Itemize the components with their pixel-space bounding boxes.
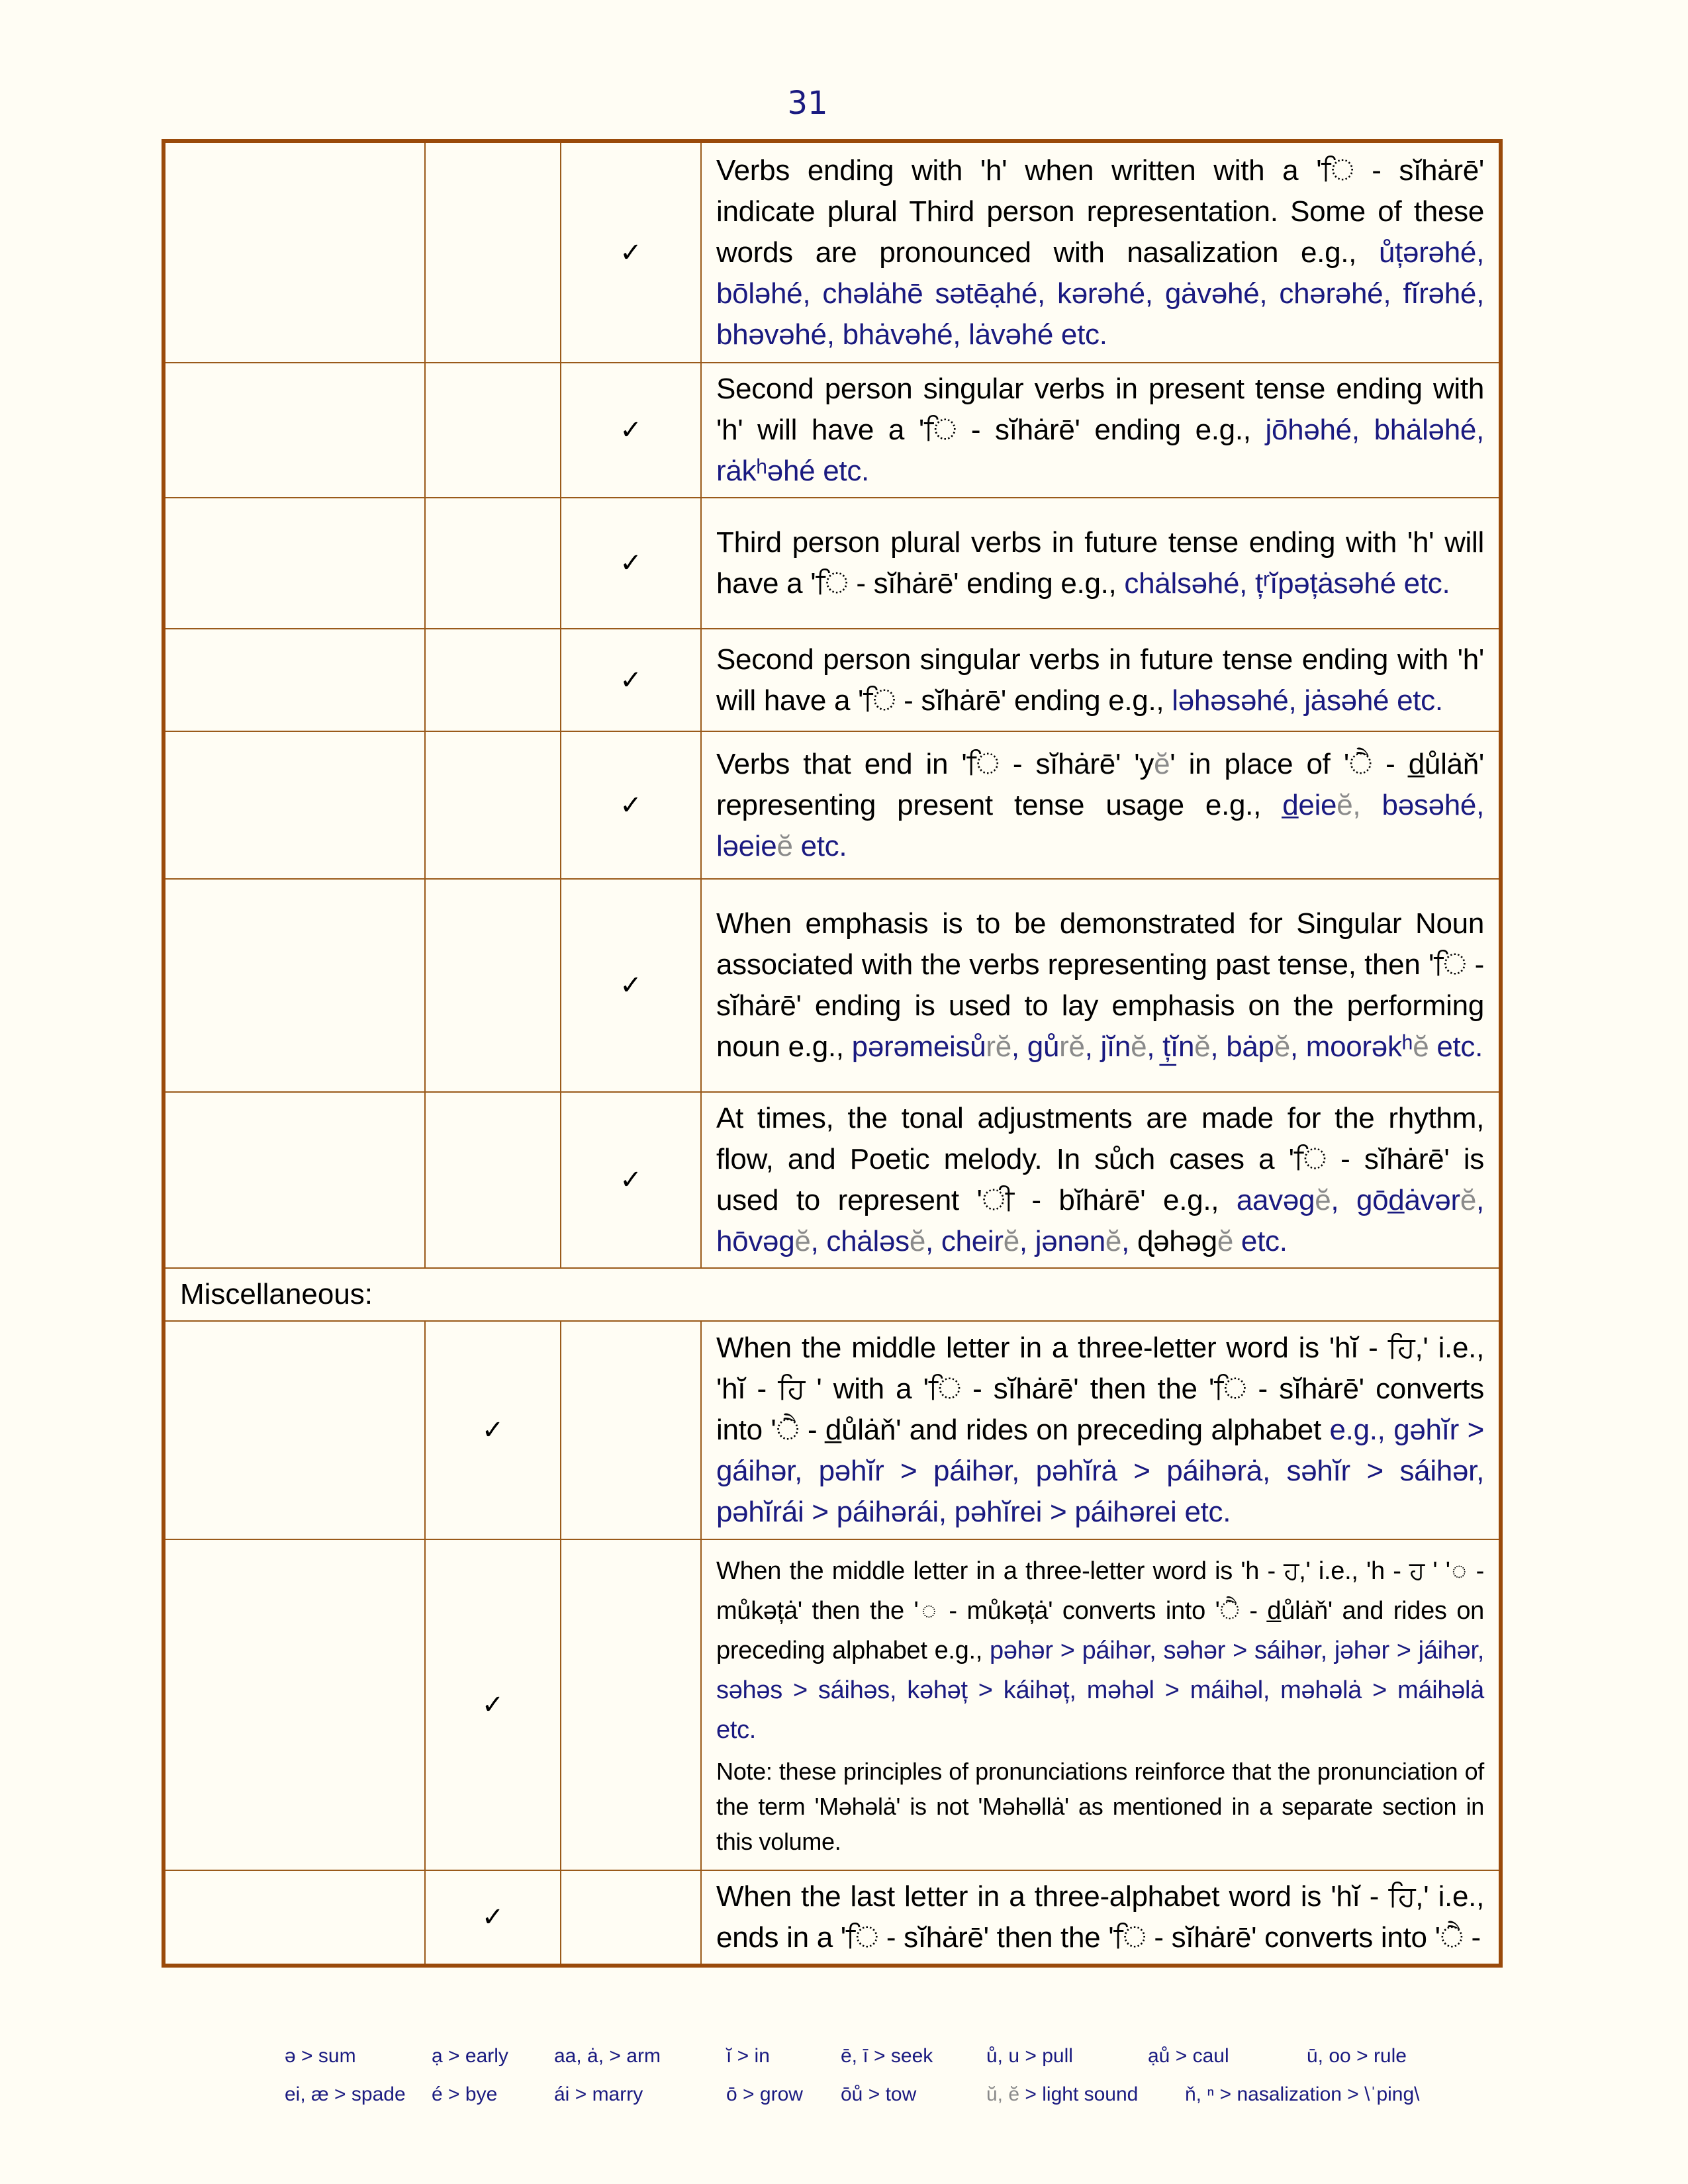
table-row	[164, 879, 1501, 1092]
example-stem: d̲eie	[1282, 788, 1337, 821]
rule-text: Second person singular verbs in present tense ending with 'h' will have a 'ਿ - sĭhȧrē' ending e.g.,	[716, 373, 1484, 446]
check-cell	[561, 498, 701, 629]
example-words: pəhər > páihər, səhər > sáihər, jəhər > jáihər, səhəs > sáihəs, kəhəț > káihəț, məhəl > máihəl, məhəlȧ > máihəlȧ etc.	[716, 1636, 1484, 1744]
rule-description	[701, 1870, 1501, 1966]
legend-key: ů, u	[986, 2045, 1020, 2067]
legend-value: spade	[351, 2083, 406, 2105]
rule-description	[701, 363, 1501, 498]
legend-item: ň, ⁿ > nasalization > \ˈping\	[1185, 2083, 1420, 2105]
legend-key: ē, ī	[841, 2045, 868, 2067]
check-cell	[561, 1092, 701, 1268]
checkmark-icon: ✓	[481, 1690, 504, 1720]
legend-row-2	[285, 2075, 1476, 2114]
example-stem: moorəkʰ	[1305, 1030, 1413, 1063]
category-cell	[164, 731, 425, 879]
rule-description	[701, 498, 1501, 629]
separator: ,	[1352, 788, 1382, 821]
column-2-cell	[425, 363, 561, 498]
legend-value: early	[465, 2045, 508, 2067]
example-word	[1137, 1225, 1288, 1257]
category-cell	[164, 1870, 425, 1966]
category-cell	[164, 1321, 425, 1539]
category-cell	[164, 879, 425, 1092]
rule-text: Second person singular verbs in future tense ending with 'h' will have a 'ਿ - sĭhȧrē' ending e.g.,	[716, 643, 1484, 717]
category-cell	[164, 629, 425, 731]
legend-item: ō > grow	[726, 2083, 803, 2105]
legend-value: nasalization > \ˈping\	[1237, 2083, 1420, 2105]
rule-description	[701, 879, 1501, 1092]
rule-text: When the middle letter in a three-letter word is 'h - ਹ,' i.e., 'h - ਹ ' '◌ - můkəțȧ' then the '◌ - můkəțȧ' converts into 'ੈ - d̲ůlȧň' and rides on preceding alphabet e.g.,	[716, 1557, 1484, 1664]
legend-key: ạ	[432, 2045, 443, 2067]
light-sound-vowel: ĕ	[1274, 1030, 1290, 1063]
rule-text: When the middle letter in a three-letter word is 'hĭ - ਹਿ,' i.e., 'hĭ - ਹਿ ' with a 'ਿ - sĭhȧrē' then the 'ਿ - sĭhȧrē' converts into 'ੈ - d̲ůlȧň' and rides on preceding alphabet	[716, 1332, 1484, 1446]
column-2-cell	[425, 1092, 561, 1268]
rule-description	[701, 731, 1501, 879]
legend-item: é > bye	[432, 2083, 498, 2105]
separator: etc.	[792, 829, 847, 862]
example-word	[826, 1225, 941, 1257]
legend-item: ē, ī > seek	[841, 2045, 933, 2067]
example-words: ůțərəhé, bōləhé, chəlȧhē sətēạhé, kərəhé, gȧvəhé, chərəhé, fĭrəhé, bhəvəhé, bhȧvəhé, lȧvəhé etc.	[716, 236, 1484, 351]
legend-item: ə > sum	[285, 2045, 356, 2067]
legend-item: ů, u > pull	[986, 2045, 1073, 2067]
legend-value: in	[754, 2045, 770, 2067]
checkmark-icon: ✓	[620, 548, 642, 578]
table-row	[164, 141, 1501, 363]
category-cell	[164, 498, 425, 629]
example-words: e.g., gəhĭr > gáihər, pəhĭr > páihər, pəhĭrȧ > páihərȧ, səhĭr > sáihər, pəhĭrái > páihərái, pəhĭrei > páihərei etc.	[716, 1414, 1484, 1528]
example-word	[1101, 1030, 1163, 1063]
rule-text: Verbs ending with 'h' when written with a 'ਿ - sĭhȧrē' indicate plural Third person representation. Some of these words are pronounced with nasalization e.g.,	[716, 154, 1484, 269]
legend-value: seek	[890, 2045, 933, 2067]
check-cell	[425, 1321, 561, 1539]
note-text: Note: these principles of pronunciations reinforce that the pronunciation of the term 'Məhəlȧ' is not 'Məhəllȧ' as mentioned in a separate section in this volume.	[716, 1757, 1484, 1855]
column-3-cell	[561, 1539, 701, 1870]
rule-text: When emphasis is to be demonstrated for Singular Noun associated with the verbs representing past tense, then 'ਿ - sĭhȧrē' ending is used to lay emphasis on the performing noun e.g.,	[716, 907, 1484, 1063]
legend-item: aa, ȧ, > arm	[554, 2045, 661, 2067]
example-stem: bȧp	[1226, 1030, 1274, 1063]
example-stem: jĭn	[1100, 1030, 1131, 1063]
table-row	[164, 1870, 1501, 1966]
legend-value: marry	[592, 2083, 643, 2105]
example-stem: hōvəg	[716, 1225, 795, 1257]
example-word	[716, 830, 847, 862]
example-word	[852, 1030, 1027, 1063]
example-word	[1282, 789, 1382, 821]
light-sound-vowel: ĕ	[909, 1225, 925, 1257]
table-row	[164, 363, 1501, 498]
section-title: Miscellaneous:	[164, 1268, 1501, 1321]
separator: ,	[1289, 1030, 1306, 1063]
example-stem: gōd̲ȧvər	[1356, 1184, 1460, 1216]
checkmark-icon: ✓	[620, 664, 642, 696]
legend-key: aa, ȧ,	[554, 2045, 604, 2067]
table-row	[164, 498, 1501, 629]
legend-value: light sound	[1042, 2083, 1139, 2105]
example-word	[941, 1225, 1035, 1257]
check-cell	[561, 141, 701, 363]
rule-text: Verbs that end in 'ਿ - sĭhȧrē' 'y	[716, 747, 1154, 780]
page-number: 31	[787, 85, 828, 122]
pronunciation-legend	[285, 2037, 1476, 2114]
check-cell	[561, 629, 701, 731]
separator: ,	[1011, 1030, 1027, 1063]
example-words: jōhəhé, bhȧləhé, rȧkʰəhé etc.	[716, 414, 1484, 487]
legend-value: grow	[759, 2083, 803, 2105]
separator: etc.	[1429, 1030, 1483, 1063]
rule-description	[701, 1539, 1501, 1870]
legend-item: ái > marry	[554, 2083, 643, 2105]
rule-text: ' in place of 'ੈ - d̲ůlȧň' representing present tense usage e.g.,	[716, 747, 1484, 821]
legend-key: é	[432, 2083, 443, 2105]
checkmark-icon: ✓	[620, 970, 642, 1001]
legend-key: ň, ⁿ	[1185, 2083, 1215, 2105]
example-words: chȧlsəhé, ț͏ʳĭpəțȧsəhé etc.	[1124, 567, 1450, 600]
legend-value: bye	[465, 2083, 498, 2105]
example-word	[1162, 1030, 1226, 1063]
column-2-cell	[425, 879, 561, 1092]
column-3-cell	[561, 1321, 701, 1539]
category-cell	[164, 141, 425, 363]
table-row	[164, 629, 1501, 731]
rule-description	[701, 1092, 1501, 1268]
checkmark-icon: ✓	[620, 237, 642, 268]
column-2-cell	[425, 731, 561, 879]
category-cell	[164, 1092, 425, 1268]
light-sound-vowel: ĕ	[1336, 788, 1353, 821]
legend-item: ōů > tow	[841, 2083, 917, 2105]
legend-item: ei, æ > spade	[285, 2083, 406, 2105]
example-word: bəsəhé,	[1382, 788, 1485, 821]
light-sound-vowel: ĕ	[1460, 1184, 1477, 1216]
separator: ,	[1331, 1184, 1356, 1216]
check-cell	[561, 731, 701, 879]
rule-description	[701, 629, 1501, 731]
legend-item: ạů > caul	[1148, 2045, 1229, 2067]
example-words: ləhəsəhé, jȧsəhé etc.	[1172, 684, 1443, 717]
legend-row-1	[285, 2037, 1476, 2075]
example-stem: ləeie	[716, 829, 777, 862]
checkmark-icon: ✓	[620, 1165, 642, 1195]
light-sound-vowel: rĕ	[986, 1030, 1011, 1063]
separator: ,	[1019, 1225, 1035, 1257]
table-row	[164, 1092, 1501, 1268]
rule-text: At times, the tonal adjustments are made for the rhythm, flow, and Poetic melody. In sůch cases a 'ਿ - sĭhȧrē' is used to represent 'ੀ - bĭhȧrē' e.g.,	[716, 1102, 1484, 1216]
example-stem: cheir	[941, 1225, 1004, 1257]
legend-item: ĭ > in	[726, 2045, 770, 2067]
light-sound-vowel: ĕ	[776, 829, 793, 862]
legend-value: rule	[1373, 2045, 1407, 2067]
legend-key: ō	[726, 2083, 737, 2105]
legend-key: ū, oo	[1307, 2045, 1351, 2067]
checkmark-icon: ✓	[620, 415, 642, 445]
separator: ,	[810, 1225, 827, 1257]
legend-value: arm	[626, 2045, 661, 2067]
separator: etc.	[1233, 1225, 1288, 1257]
legend-value: caul	[1192, 2045, 1229, 2067]
legend-key: ĭ	[726, 2045, 732, 2067]
legend-value: sum	[318, 2045, 356, 2067]
category-cell	[164, 1539, 425, 1870]
checkmark-icon: ✓	[481, 1902, 504, 1933]
example-word	[1226, 1030, 1306, 1063]
light-sound-vowel: ĕ	[1315, 1184, 1331, 1216]
separator: ,	[925, 1225, 941, 1257]
light-sound-vowel: ĕ	[1131, 1030, 1147, 1063]
example-word	[1237, 1184, 1356, 1216]
check-cell	[561, 363, 701, 498]
legend-key: ei, æ	[285, 2083, 329, 2105]
example-word	[1306, 1030, 1483, 1063]
example-stem: ɖəhəg	[1137, 1225, 1217, 1257]
example-stem: aavəg	[1236, 1184, 1315, 1216]
rule-text: Third person plural verbs in future tense ending with 'h' will have a 'ਿ - sĭhȧrē' ending e.g.,	[716, 526, 1484, 600]
column-2-cell	[425, 629, 561, 731]
example-word	[1035, 1225, 1137, 1257]
check-cell	[561, 879, 701, 1092]
table-row	[164, 1539, 1501, 1870]
pronunciation-rules-table	[162, 139, 1503, 1968]
light-sound-vowel: ĕ	[1194, 1030, 1211, 1063]
rule-description	[701, 1321, 1501, 1539]
checkmark-icon: ✓	[481, 1415, 504, 1445]
legend-key: ə	[285, 2045, 296, 2067]
light-sound-vowel: rĕ	[1059, 1030, 1085, 1063]
example-word	[1356, 1184, 1484, 1216]
example-stem: jənən	[1035, 1225, 1105, 1257]
light-sound-vowel: ĕ	[1003, 1225, 1019, 1257]
column-3-cell	[561, 1870, 701, 1966]
separator: ,	[1121, 1225, 1137, 1257]
section-header-row	[164, 1268, 1501, 1321]
legend-item: ŭ, ĕ > light sound	[986, 2083, 1139, 2105]
checkmark-icon: ✓	[620, 790, 642, 821]
example-stem: pərəmeisů	[851, 1030, 986, 1063]
legend-value: pull	[1042, 2045, 1073, 2067]
check-cell	[425, 1539, 561, 1870]
column-2-cell	[425, 141, 561, 363]
example-word	[716, 1225, 826, 1257]
light-sound-vowel: ĕ	[1413, 1030, 1429, 1063]
legend-key: ạů	[1148, 2045, 1170, 2067]
rule-description	[701, 141, 1501, 363]
separator: ,	[1210, 1030, 1227, 1063]
example-word	[1027, 1030, 1101, 1063]
example-stem: ț̲ĭn	[1162, 1030, 1195, 1063]
check-cell	[425, 1870, 561, 1966]
table-row	[164, 731, 1501, 879]
legend-key: ōů	[841, 2083, 863, 2105]
separator: ,	[1147, 1030, 1163, 1063]
legend-key: ŭ, ĕ	[986, 2083, 1020, 2105]
separator: ,	[1476, 1184, 1484, 1216]
example-stem: gů	[1027, 1030, 1060, 1063]
example-stem: chȧləs	[826, 1225, 910, 1257]
separator: ,	[1084, 1030, 1101, 1063]
rule-text: When the last letter in a three-alphabet word is 'hĭ - ਹਿ,' i.e., ends in a 'ਿ - sĭhȧrē' then the 'ਿ - sĭhȧrē' converts into 'ੈ -	[716, 1880, 1484, 1954]
light-sound-vowel: ĕ	[1217, 1225, 1233, 1257]
table-row	[164, 1321, 1501, 1539]
column-2-cell	[425, 498, 561, 629]
legend-value: tow	[885, 2083, 917, 2105]
light-sound-vowel: ĕ	[1154, 747, 1170, 780]
legend-key: ái	[554, 2083, 570, 2105]
legend-item: ạ > early	[432, 2045, 508, 2067]
category-cell	[164, 363, 425, 498]
legend-item: ū, oo > rule	[1307, 2045, 1407, 2067]
light-sound-vowel: ĕ	[1105, 1225, 1122, 1257]
light-sound-vowel: ĕ	[794, 1225, 811, 1257]
